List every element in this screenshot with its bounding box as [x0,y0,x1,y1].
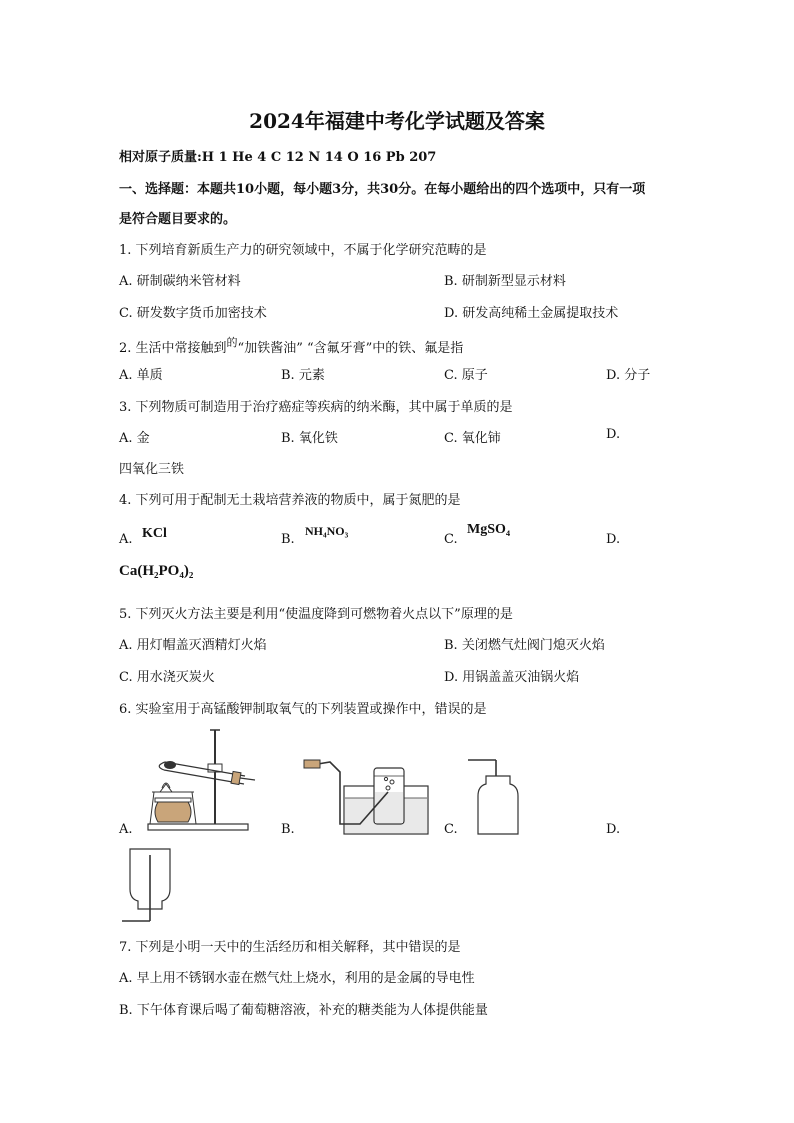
q3-option-d-label: D. [606,427,621,442]
q3-option-b: B. 氧化铁 [281,431,338,446]
q7-stem: 7. 下列是小明一天中的生活经历和相关解释，其中错误的是 [119,940,461,955]
q5-option-c: C. 用水浇灭炭火 [119,670,215,685]
q7-option-b: B. 下午体育课后喝了葡萄糖溶液，补充的糖类能为人体提供能量 [119,1003,488,1018]
q4-formula-mgso4: MgSO₄ [467,522,511,537]
apparatus-a-heating-tube [140,728,260,834]
q1-stem: 1. 下列培育新质生产力的研究领域中，不属于化学研究范畴的是 [119,243,487,258]
q1-option-c: C. 研发数字货币加密技术 [119,306,267,321]
q2-option-c: C. 原子 [444,368,488,383]
q5-option-a: A. 用灯帽盖灭酒精灯火焰 [119,638,267,653]
section-heading-line2: 是符合题目要求的。 [119,212,237,227]
q4-formula-cah2po4: Ca(H₂PO₄)₂ [119,563,194,579]
q4-option-d-label: D. [606,532,621,547]
q5-option-d: D. 用锅盖盖灭油锅火焰 [444,670,580,685]
q3-option-a: A. 金 [119,431,150,446]
q6-option-d-label: D. [606,822,621,837]
page-title: 2024年福建中考化学试题及答案 [249,109,545,133]
q1-option-d: D. 研发高纯稀土金属提取技术 [444,306,619,321]
q6-option-c: C. [444,822,458,837]
q2-option-a: A. 单质 [119,368,163,383]
q4-formula-kcl: KCl [142,526,167,541]
q1-option-b: B. 研制新型显示材料 [444,274,566,289]
q7-option-a: A. 早上用不锈钢水壶在燃气灶上烧水，利用的是金属的导电性 [119,971,475,986]
q5-stem: 5. 下列灭火方法主要是利用“使温度降到可燃物着火点以下”原理的是 [119,607,513,622]
q3-stem: 3. 下列物质可制造用于治疗癌症等疾病的纳米酶，其中属于单质的是 [119,400,513,415]
section-heading-line1: 一、选择题：本题共10小题，每小题3分，共30分。在每小题给出的四个选项中，只有一项 [119,182,646,197]
q6-option-a: A. [119,822,133,837]
q2-stem [119,337,463,356]
apparatus-d-inverted-bottle [120,847,174,927]
q2-option-b: B. 元素 [281,368,325,383]
q2-stem-pre: 2. 生活中常接触到 [119,341,227,356]
atomic-mass-line: 相对原子质量:H 1 He 4 C 12 N 14 O 16 Pb 207 [119,150,437,165]
q6-option-b: B. [281,822,295,837]
q4-stem: 4. 下列可用于配制无土栽培营养液的物质中，属于氮肥的是 [119,493,461,508]
q2-stem-post: “加铁酱油” “含氟牙膏”中的铁、氟是指 [237,341,464,356]
q3-option-d-text: 四氧化三铁 [119,462,185,477]
q4-option-c-label: C. [444,532,458,547]
q2-option-d: D. 分子 [606,368,651,383]
q2-stem-de: 的 [226,336,238,349]
q4-formula-nh4no3: NH₄NO₃ [305,524,349,538]
apparatus-c-upright-bottle [466,756,524,836]
q4-option-a-label: A. [119,532,133,547]
q5-option-b: B. 关闭燃气灶阀门熄灭火焰 [444,638,605,653]
q3-option-c: C. 氧化铈 [444,431,501,446]
q6-stem: 6. 实验室用于高锰酸钾制取氧气的下列装置或操作中，错误的是 [119,702,487,717]
q1-option-a: A. 研制碳纳米管材料 [119,274,241,289]
q4-option-b-label: B. [281,532,295,547]
apparatus-b-water-collection [300,752,435,836]
